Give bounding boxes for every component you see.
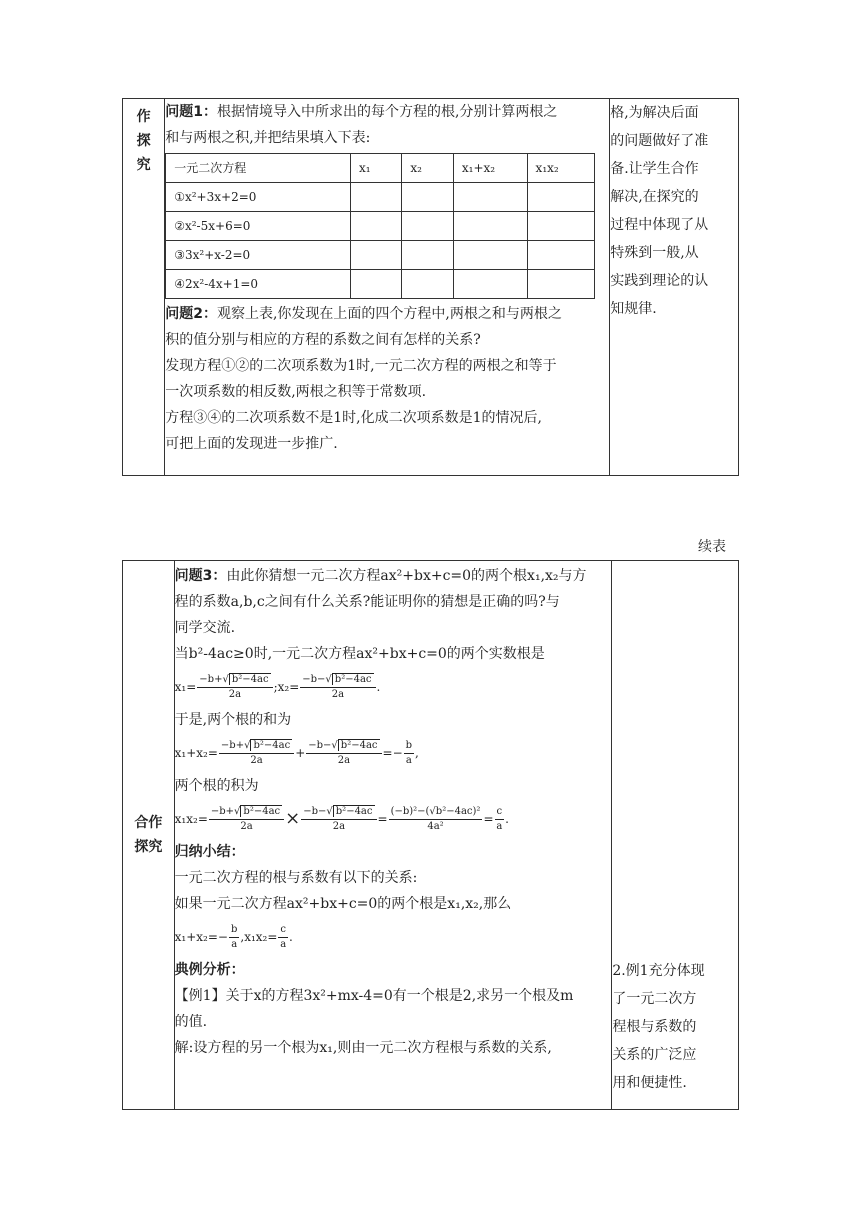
finding-paragraph: 一次项系数的相反数,两根之积等于常数项. <box>165 384 427 400</box>
sum-intro: 于是,两个根的和为 <box>174 712 292 728</box>
finding-paragraph: 方程③④的二次项系数不是1时,化成二次项系数是1的情况后, <box>165 410 542 426</box>
note-line: 了一元二次方 <box>612 991 697 1007</box>
vieta-formula: x₁+x₂=− $\frac{b}{a}$ ,x₁x₂= $\frac{c}{a}$ . <box>174 923 293 950</box>
teaching-table-top <box>122 98 739 476</box>
note-line: 实践到理论的认 <box>610 273 709 289</box>
example-text: 的值. <box>174 1014 208 1030</box>
product-formula: x₁x₂= $\frac{\text{−b+√ b²−4ac}}{2a}$ × $\frac{\text{−b−√ b²−4ac}}{2a}$ = $\frac{\text{(−b)²−(√b²−4ac)²}}{\text{4a²}}$ = $\frac{c}{a}$ . <box>174 805 509 832</box>
fraction: $\frac{c}{a}$ <box>496 805 503 832</box>
note-line: 过程中体现了从 <box>610 217 709 233</box>
sum-formula: x₁+x₂= $\frac{\text{−b+√ b²−4ac}}{2a}$ + $\frac{\text{−b−√ b²−4ac}}{2a}$ =− $\frac{b}{a}$ , <box>174 739 419 766</box>
fraction: $\frac{\text{−b−√ b²−4ac}}{2a}$ <box>306 739 381 768</box>
header-product: x₁x₂ <box>527 154 595 183</box>
roots-formula: x₁= $\frac{\text{−b+√ b²−4ac}}{2a}$ ; x₂= $\frac{\text{−b−√ b²−4ac}}{2a}$ . <box>174 673 381 700</box>
roots-table-header <box>166 154 595 183</box>
summary-title: 归纳小结： <box>174 844 245 860</box>
header-x2: x₂ <box>402 154 453 183</box>
condition-text: 当b²-4ac≥0时,一元二次方程ax²+bx+c=0的两个实数根是 <box>174 646 545 662</box>
activity-cell <box>165 99 610 476</box>
fraction: $\frac{b}{a}$ <box>230 923 238 950</box>
equation-cell: ③3x²+x-2=0 <box>166 241 351 270</box>
finding-paragraph: 可把上面的发现进一步推广. <box>165 436 338 452</box>
teaching-table-bottom <box>122 560 739 1110</box>
note-line: 知规律. <box>610 301 657 317</box>
design-intent-cell <box>612 561 739 1110</box>
stage-label <box>123 99 165 476</box>
question-3-text-cont: 同学交流. <box>174 620 236 636</box>
table-row <box>166 241 595 270</box>
example-title: 典例分析： <box>174 962 245 978</box>
activity-cell <box>174 561 612 1110</box>
question-3-title: 问题3： <box>174 568 227 584</box>
table-row <box>166 270 595 299</box>
question-2-text: 观察上表,你发现在上面的四个方程中,两根之和与两根之 <box>216 306 562 322</box>
stage-label-line: 合作 <box>134 815 163 831</box>
summary-text: 一元二次方程的根与系数有以下的关系: <box>174 870 418 886</box>
header-sum: x₁+x₂ <box>453 154 527 183</box>
equation-cell: ②x²-5x+6=0 <box>166 212 351 241</box>
fraction: $\frac{\text{−b+√ b²−4ac}}{2a}$ <box>219 739 294 768</box>
stage-label-char: 探 <box>136 133 151 149</box>
stage-label-char: 作 <box>136 109 151 125</box>
note-line: 解决,在探究的 <box>610 189 699 205</box>
note-line: 的问题做好了准 <box>610 133 709 149</box>
fraction: $\frac{\text{(−b)²−(√b²−4ac)²}}{\text{4a²}}$ <box>390 805 481 832</box>
question-1-text-cont: 和与两根之积,并把结果填入下表: <box>165 130 371 146</box>
product-intro: 两个根的积为 <box>174 778 259 794</box>
question-2-title: 问题2： <box>165 306 217 322</box>
equation-cell: ①x²+3x+2=0 <box>166 183 351 212</box>
fraction: $\frac{b}{a}$ <box>405 739 413 766</box>
example-text: 【例1】关于x的方程3x²+mx-4=0有一个根是2,求另一个根及m <box>174 988 574 1004</box>
finding-paragraph: 发现方程①②的二次项系数为1时,一元二次方程的两根之和等于 <box>165 358 557 374</box>
continued-label: 续表 <box>698 539 726 555</box>
fraction: $\frac{\text{−b+√ b²−4ac}}{2a}$ <box>197 673 272 702</box>
stage-label-char: 究 <box>136 157 151 173</box>
note-line: 特殊到一般,从 <box>610 245 699 261</box>
fraction: $\frac{c}{a}$ <box>280 923 287 950</box>
equation-cell: ④2x²-4x+1=0 <box>166 270 351 299</box>
fraction: $\frac{\text{−b−√ b²−4ac}}{2a}$ <box>300 673 375 702</box>
question-3-text-cont: 程的系数a,b,c之间有什么关系?能证明你的猜想是正确的吗?与 <box>174 594 560 610</box>
design-intent-cell <box>610 99 739 476</box>
question-3-text: 由此你猜想一元二次方程ax²+bx+c=0的两个根x₁,x₂与方 <box>226 568 587 584</box>
question-1-title: 问题1： <box>165 104 217 120</box>
stage-label <box>123 561 175 1110</box>
note-line: 关系的广泛应 <box>612 1047 697 1063</box>
table-row <box>166 183 595 212</box>
solution-text: 解:设方程的另一个根为x₁,则由一元二次方程根与系数的关系, <box>174 1040 552 1056</box>
header-equation: 一元二次方程 <box>166 154 351 183</box>
note-line: 程根与系数的 <box>612 1019 697 1035</box>
fraction: $\frac{\text{−b−√ b²−4ac}}{2a}$ <box>301 805 376 834</box>
question-1-text: 根据情境导入中所求出的每个方程的根,分别计算两根之 <box>216 104 558 120</box>
note-line: 用和便捷性. <box>612 1075 687 1091</box>
table-row <box>166 212 595 241</box>
stage-label-line: 探究 <box>134 839 163 855</box>
note-line: 备.让学生合作 <box>610 161 699 177</box>
header-x1: x₁ <box>350 154 401 183</box>
note-line: 格,为解决后面 <box>610 105 699 121</box>
fraction: $\frac{\text{−b+√ b²−4ac}}{2a}$ <box>209 805 284 834</box>
roots-table <box>165 153 595 299</box>
summary-text: 如果一元二次方程ax²+bx+c=0的两个根是x₁,x₂,那么 <box>174 896 512 912</box>
question-2-text-cont: 积的值分别与相应的方程的系数之间有怎样的关系? <box>165 332 481 348</box>
note-line: 2.例1充分体现 <box>612 963 705 979</box>
